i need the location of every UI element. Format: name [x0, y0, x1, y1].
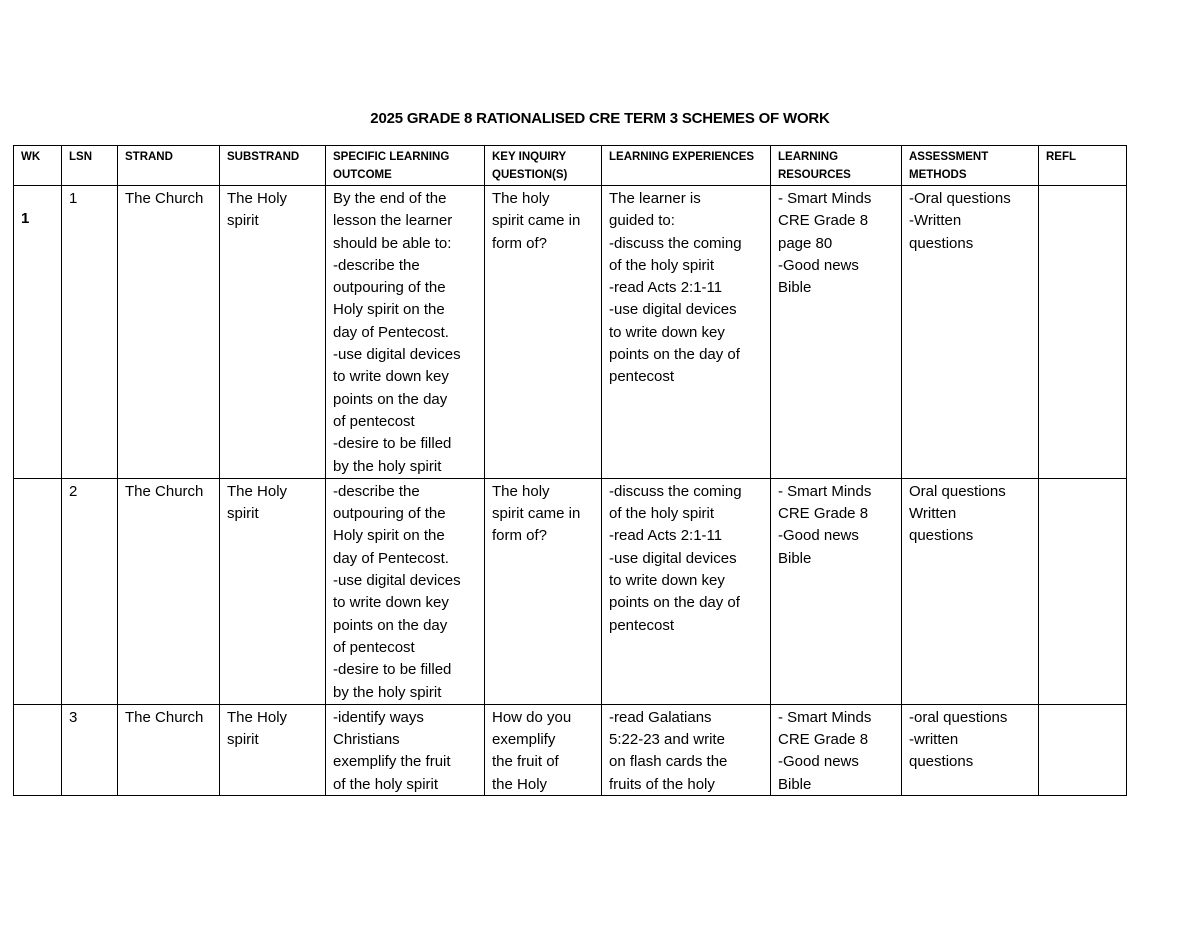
- cell-text-line: the fruit of: [492, 753, 559, 771]
- header-key-inquiry-question: KEY INQUIRY QUESTION(S): [485, 146, 602, 186]
- cell-text-line: Holy spirit on the: [333, 301, 445, 319]
- cell-text-line: of pentecost: [333, 638, 415, 656]
- cell-text-line: -use digital devices: [609, 301, 737, 319]
- cell-text-line: -Good news: [778, 527, 859, 545]
- lesson-cell: [62, 478, 118, 704]
- strand-cell: [118, 478, 220, 704]
- cell-text-line: - Smart Minds: [778, 482, 872, 500]
- cell-text-line: questions: [909, 527, 974, 545]
- inquiry-question-cell: [485, 478, 602, 704]
- cell-text-line: -oral questions: [909, 708, 1008, 726]
- header-strand: STRAND: [118, 146, 220, 186]
- inquiry-question-cell: [485, 186, 602, 479]
- strand-cell: [118, 704, 220, 795]
- cell-text-line: by the holy spirit: [333, 457, 442, 475]
- schemes-table: [13, 145, 1127, 796]
- cell-text-line: spirit: [227, 505, 259, 523]
- cell-text-line: -Good news: [778, 753, 859, 771]
- cell-text-line: guided to:: [609, 212, 675, 230]
- cell-text-line: The learner is: [609, 190, 701, 207]
- cell-text-line: How do you: [492, 708, 572, 726]
- cell-text-line: 5:22-23 and write: [609, 731, 725, 749]
- header-wk: WK: [14, 146, 62, 186]
- cell-text-line: Bible: [778, 279, 812, 297]
- cell-text-line: should be able to:: [333, 234, 452, 252]
- table-row: [14, 704, 1127, 795]
- cell-text-line: - Smart Minds: [778, 190, 872, 207]
- reflection-cell: [1039, 704, 1127, 795]
- cell-text-line: -discuss the coming: [609, 234, 742, 252]
- cell-text-line: to write down key: [609, 323, 725, 341]
- header-specific-learning-outcome: SPECIFIC LEARNING OUTCOME: [326, 146, 485, 186]
- cell-text-line: -describe the: [333, 482, 420, 500]
- table-row: [14, 186, 1127, 479]
- lesson-cell: [62, 186, 118, 479]
- table-row: [14, 478, 1127, 704]
- cell-text-line: of the holy spirit: [333, 775, 439, 793]
- cell-text-line: questions: [909, 753, 974, 771]
- strand-cell: [118, 186, 220, 479]
- header-assessment-methods: ASSESSMENT METHODS: [902, 146, 1039, 186]
- reflection-cell: [1039, 478, 1127, 704]
- cell-text-line: -use digital devices: [333, 572, 461, 590]
- cell-text-line: Bible: [778, 775, 812, 793]
- cell-text-line: points on the day of: [609, 346, 740, 364]
- cell-text-line: -Written: [909, 212, 962, 230]
- cell-text-line: to write down key: [333, 594, 449, 612]
- reflection-cell: [1039, 186, 1127, 479]
- cell-text-line: page 80: [778, 234, 833, 252]
- cell-text-line: By the end of the: [333, 190, 447, 207]
- cell-text-line: form of?: [492, 527, 548, 545]
- cell-text-line: -written: [909, 731, 959, 749]
- cell-text-line: points on the day: [333, 616, 448, 634]
- cell-text-line: Oral questions: [909, 482, 1006, 500]
- cell-text-line: by the holy spirit: [333, 683, 442, 701]
- cell-text-line: CRE Grade 8: [778, 731, 869, 749]
- week-cell: [14, 704, 62, 795]
- learning-resources-cell: [771, 478, 902, 704]
- cell-text-line: CRE Grade 8: [778, 505, 869, 523]
- week-cell: [14, 478, 62, 704]
- cell-text-line: -desire to be filled: [333, 661, 452, 679]
- inquiry-question-cell: [485, 704, 602, 795]
- cell-text-line: - Smart Minds: [778, 708, 872, 726]
- header-lsn: LSN: [62, 146, 118, 186]
- assessment-methods-cell: [902, 704, 1039, 795]
- cell-text-line: The Church: [125, 190, 204, 207]
- cell-text-line: spirit: [227, 212, 259, 230]
- learning-outcome-cell: [326, 704, 485, 795]
- cell-text-line: -identify ways: [333, 708, 424, 726]
- lesson-number: 3: [69, 708, 78, 726]
- cell-text-line: questions: [909, 234, 974, 252]
- cell-text-line: -read Acts 2:1-11: [609, 527, 723, 545]
- learning-experiences-cell: [602, 478, 771, 704]
- cell-text-line: lesson the learner: [333, 212, 453, 230]
- learning-resources-cell: [771, 704, 902, 795]
- lesson-number: 1: [69, 190, 78, 207]
- cell-text-line: -use digital devices: [333, 346, 461, 364]
- cell-text-line: outpouring of the: [333, 505, 446, 523]
- cell-text-line: the Holy: [492, 775, 548, 793]
- cell-text-line: pentecost: [609, 616, 675, 634]
- cell-text-line: points on the day of: [609, 594, 740, 612]
- cell-text-line: of the holy spirit: [609, 505, 715, 523]
- header-substrand: SUBSTRAND: [220, 146, 326, 186]
- cell-text-line: Christians: [333, 731, 400, 749]
- cell-text-line: exemplify: [492, 731, 556, 749]
- week-cell: [14, 186, 62, 479]
- assessment-methods-cell: [902, 478, 1039, 704]
- cell-text-line: -Good news: [778, 256, 859, 274]
- header-row: [14, 146, 1127, 186]
- cell-text-line: Bible: [778, 549, 812, 567]
- header-reflection: REFL: [1039, 146, 1127, 186]
- cell-text-line: outpouring of the: [333, 279, 446, 297]
- cell-text-line: The Church: [125, 482, 204, 500]
- cell-text-line: on flash cards the: [609, 753, 728, 771]
- cell-text-line: The Holy: [227, 708, 288, 726]
- cell-text-line: -desire to be filled: [333, 435, 452, 453]
- cell-text-line: The holy: [492, 482, 550, 500]
- cell-text-line: day of Pentecost.: [333, 549, 449, 567]
- cell-text-line: day of Pentecost.: [333, 323, 449, 341]
- cell-text-line: form of?: [492, 234, 548, 252]
- substrand-cell: [220, 704, 326, 795]
- cell-text-line: points on the day: [333, 390, 448, 408]
- cell-text-line: spirit came in: [492, 505, 581, 523]
- substrand-cell: [220, 478, 326, 704]
- cell-text-line: to write down key: [333, 368, 449, 386]
- cell-text-line: Holy spirit on the: [333, 527, 445, 545]
- cell-text-line: The Holy: [227, 482, 288, 500]
- learning-resources-cell: [771, 186, 902, 479]
- header-learning-resources: LEARNING RESOURCES: [771, 146, 902, 186]
- cell-text-line: The Holy: [227, 190, 288, 207]
- lesson-cell: [62, 704, 118, 795]
- lesson-number: 2: [69, 482, 78, 500]
- cell-text-line: of the holy spirit: [609, 256, 715, 274]
- cell-text-line: fruits of the holy: [609, 775, 715, 793]
- page-title: 2025 GRADE 8 RATIONALISED CRE TERM 3 SCHEMES OF WORK: [370, 110, 830, 127]
- cell-text-line: CRE Grade 8: [778, 212, 869, 230]
- cell-text-line: -Oral questions: [909, 190, 1011, 207]
- cell-text-line: -use digital devices: [609, 549, 737, 567]
- cell-text-line: Written: [909, 505, 957, 523]
- cell-text-line: spirit: [227, 731, 259, 749]
- cell-text-line: of pentecost: [333, 412, 415, 430]
- cell-text-line: The Church: [125, 708, 204, 726]
- learning-outcome-cell: [326, 186, 485, 479]
- week-number: 1: [21, 210, 30, 227]
- cell-text-line: pentecost: [609, 368, 675, 386]
- cell-text-line: to write down key: [609, 572, 725, 590]
- learning-experiences-cell: [602, 704, 771, 795]
- cell-text-line: -read Galatians: [609, 708, 712, 726]
- cell-text-line: -read Acts 2:1-11: [609, 279, 723, 297]
- learning-experiences-cell: [602, 186, 771, 479]
- learning-outcome-cell: [326, 478, 485, 704]
- cell-text-line: The holy: [492, 190, 550, 207]
- cell-text-line: -discuss the coming: [609, 482, 742, 500]
- cell-text-line: -describe the: [333, 256, 420, 274]
- cell-text-line: exemplify the fruit: [333, 753, 451, 771]
- assessment-methods-cell: [902, 186, 1039, 479]
- header-learning-experiences: LEARNING EXPERIENCES: [602, 146, 771, 186]
- cell-text-line: spirit came in: [492, 212, 581, 230]
- substrand-cell: [220, 186, 326, 479]
